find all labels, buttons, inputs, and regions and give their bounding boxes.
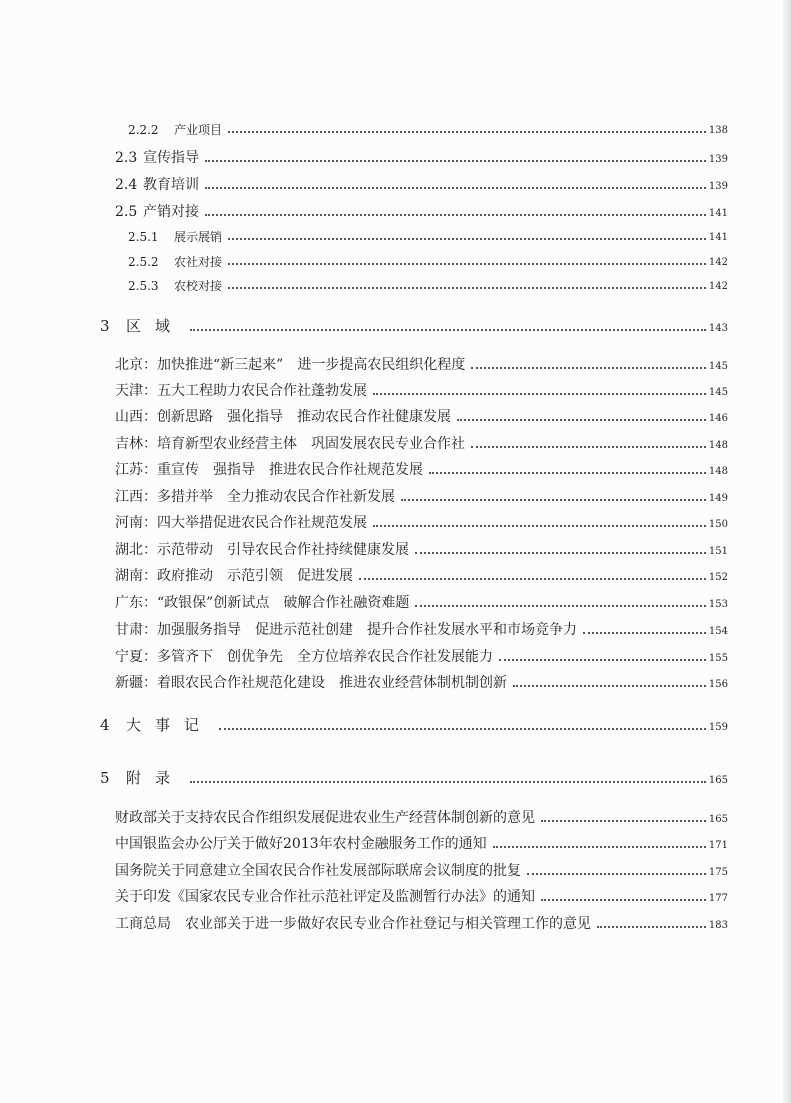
entry-page: 139 xyxy=(708,181,728,192)
appendix-page: 171 xyxy=(708,840,728,851)
toc-region-guangdong[interactable] xyxy=(115,596,728,610)
region-page: 146 xyxy=(708,413,728,424)
region-title: 湖南：政府推动 示范引领 促进发展 xyxy=(115,568,353,584)
entry-page: 142 xyxy=(708,281,728,292)
dot-leader xyxy=(228,263,706,265)
entry-number: 2.4 xyxy=(115,177,138,193)
region-page: 145 xyxy=(708,361,728,372)
toc-chapter-5[interactable] xyxy=(100,771,728,786)
toc-region-beijing[interactable] xyxy=(115,358,728,372)
chapter-page: 165 xyxy=(708,775,728,786)
toc-chapter-3[interactable] xyxy=(100,319,728,334)
region-title: 湖北：示范带动 引导农民合作社持续健康发展 xyxy=(115,542,409,558)
region-page: 156 xyxy=(708,679,728,690)
region-title: 山西：创新思路 强化指导 推动农民合作社健康发展 xyxy=(115,409,451,425)
region-title: 宁夏：多管齐下 创优争先 全方位培养农民合作社发展能力 xyxy=(115,649,493,665)
entry-page: 141 xyxy=(708,208,728,219)
entry-title: 展示展销 xyxy=(174,230,223,244)
dot-leader xyxy=(471,367,706,369)
dot-leader xyxy=(499,659,706,661)
region-title: 河南：四大举措促进农民合作社规范发展 xyxy=(115,515,367,531)
entry-title: 农社对接 xyxy=(174,255,223,269)
toc-appendix-item-4[interactable] xyxy=(115,890,728,904)
entry-title: 农校对接 xyxy=(174,279,223,293)
toc-entry-2-5-3[interactable] xyxy=(128,280,728,292)
chapter-title: 区域 xyxy=(126,317,185,335)
dot-leader xyxy=(597,926,706,928)
toc-region-hubei[interactable] xyxy=(115,543,728,557)
toc-region-jiangxi[interactable] xyxy=(115,490,728,504)
dot-leader xyxy=(401,499,706,501)
region-title: 吉林：培育新型农业经营主体 巩固发展农民专业合作社 xyxy=(115,436,465,452)
entry-number: 2.5.1 xyxy=(128,230,159,244)
appendix-title: 关于印发《国家农民专业合作社示范社评定及监测暂行办法》的通知 xyxy=(115,889,535,905)
entry-title: 宣传指导 xyxy=(143,150,199,166)
toc-region-shanxi[interactable] xyxy=(115,410,728,424)
dot-leader xyxy=(415,552,706,554)
toc-appendix-item-2[interactable] xyxy=(115,837,728,851)
toc-region-tianjin[interactable] xyxy=(115,384,728,398)
dot-leader xyxy=(541,820,706,822)
region-title: 北京：加快推进“新三起来” 进一步提高农民组织化程度 xyxy=(115,357,466,373)
dot-leader xyxy=(205,160,706,162)
chapter-title: 附录 xyxy=(126,769,185,787)
appendix-title: 国务院关于同意建立全国农民合作社发展部际联席会议制度的批复 xyxy=(115,863,521,879)
appendix-page: 175 xyxy=(708,867,728,878)
entry-page: 142 xyxy=(708,257,728,268)
toc-region-jilin[interactable] xyxy=(115,437,728,451)
chapter-number: 5 xyxy=(100,769,110,787)
appendix-page: 165 xyxy=(708,814,728,825)
region-page: 148 xyxy=(708,440,728,451)
dot-leader xyxy=(373,393,706,395)
chapter-title: 大事记 xyxy=(126,716,214,734)
toc-entry-2-3[interactable] xyxy=(115,151,728,165)
dot-leader xyxy=(471,446,706,448)
dot-leader xyxy=(493,846,706,848)
region-page: 152 xyxy=(708,572,728,583)
toc-region-gansu[interactable] xyxy=(115,623,728,637)
dot-leader xyxy=(190,329,706,331)
region-title: 江西：多措并举 全力推动农民合作社新发展 xyxy=(115,489,395,505)
appendix-page: 177 xyxy=(708,893,728,904)
region-page: 153 xyxy=(708,599,728,610)
entry-number: 2.5 xyxy=(115,204,138,220)
entry-title: 产业项目 xyxy=(174,123,223,137)
toc-entry-2-2-2[interactable] xyxy=(128,124,728,136)
chapter-page: 143 xyxy=(708,323,728,334)
region-title: 甘肃：加强服务指导 促进示范社创建 提升合作社发展水平和市场竞争力 xyxy=(115,622,577,638)
region-page: 150 xyxy=(708,519,728,530)
dot-leader xyxy=(415,605,706,607)
region-page: 155 xyxy=(708,653,728,664)
dot-leader xyxy=(228,238,706,240)
region-title: 新疆：着眼农民合作社规范化建设 推进农业经营体制机制创新 xyxy=(115,675,507,691)
toc-entry-2-5-2[interactable] xyxy=(128,256,728,268)
toc-region-jiangsu[interactable] xyxy=(115,463,728,477)
chapter-number: 4 xyxy=(100,716,110,734)
toc-entry-2-5[interactable] xyxy=(115,205,728,219)
dot-leader xyxy=(373,525,706,527)
region-page: 154 xyxy=(708,626,728,637)
entry-number: 2.5.2 xyxy=(128,255,159,269)
toc-region-hunan[interactable] xyxy=(115,569,728,583)
entry-number: 2.5.3 xyxy=(128,279,159,293)
region-page: 149 xyxy=(708,493,728,504)
toc-region-xinjiang[interactable] xyxy=(115,676,728,690)
toc-entry-2-5-1[interactable] xyxy=(128,231,728,243)
toc-region-henan[interactable] xyxy=(115,516,728,530)
entry-title: 教育培训 xyxy=(143,177,199,193)
entry-number: 2.2.2 xyxy=(128,123,159,137)
appendix-title: 中国银监会办公厅关于做好2013年农村金融服务工作的通知 xyxy=(115,836,487,852)
dot-leader xyxy=(219,728,706,730)
toc-appendix-item-5[interactable] xyxy=(115,917,728,931)
dot-leader xyxy=(359,578,706,580)
entry-title: 产销对接 xyxy=(143,204,199,220)
toc-appendix-item-1[interactable] xyxy=(115,811,728,825)
appendix-title: 财政部关于支持农民合作组织发展促进农业生产经营体制创新的意见 xyxy=(115,810,535,826)
region-title: 天津：五大工程助力农民合作社蓬勃发展 xyxy=(115,383,367,399)
region-title: 江苏：重宣传 强指导 推进农民合作社规范发展 xyxy=(115,462,423,478)
dot-leader xyxy=(583,632,706,634)
toc-entry-2-4[interactable] xyxy=(115,178,728,192)
toc-appendix-item-3[interactable] xyxy=(115,864,728,878)
dot-leader xyxy=(541,899,706,901)
appendix-page: 183 xyxy=(708,920,728,931)
entry-page: 141 xyxy=(708,232,728,243)
dot-leader xyxy=(429,472,706,474)
dot-leader xyxy=(205,187,706,189)
region-page: 148 xyxy=(708,466,728,477)
region-title: 广东：“政银保”创新试点 破解合作社融资难题 xyxy=(115,595,410,611)
dot-leader xyxy=(457,419,706,421)
entry-page: 138 xyxy=(708,125,728,136)
dot-leader xyxy=(190,781,706,783)
appendix-title: 工商总局 农业部关于进一步做好农民专业合作社登记与相关管理工作的意见 xyxy=(115,916,591,932)
region-page: 145 xyxy=(708,387,728,398)
region-page: 151 xyxy=(708,546,728,557)
toc-chapter-4[interactable] xyxy=(100,718,728,733)
dot-leader xyxy=(527,873,706,875)
dot-leader xyxy=(205,214,706,216)
dot-leader xyxy=(513,685,706,687)
dot-leader xyxy=(228,287,706,289)
toc-region-ningxia[interactable] xyxy=(115,650,728,664)
dot-leader xyxy=(228,131,706,133)
chapter-page: 159 xyxy=(708,722,728,733)
entry-page: 139 xyxy=(708,154,728,165)
chapter-number: 3 xyxy=(100,317,110,335)
entry-number: 2.3 xyxy=(115,150,138,166)
